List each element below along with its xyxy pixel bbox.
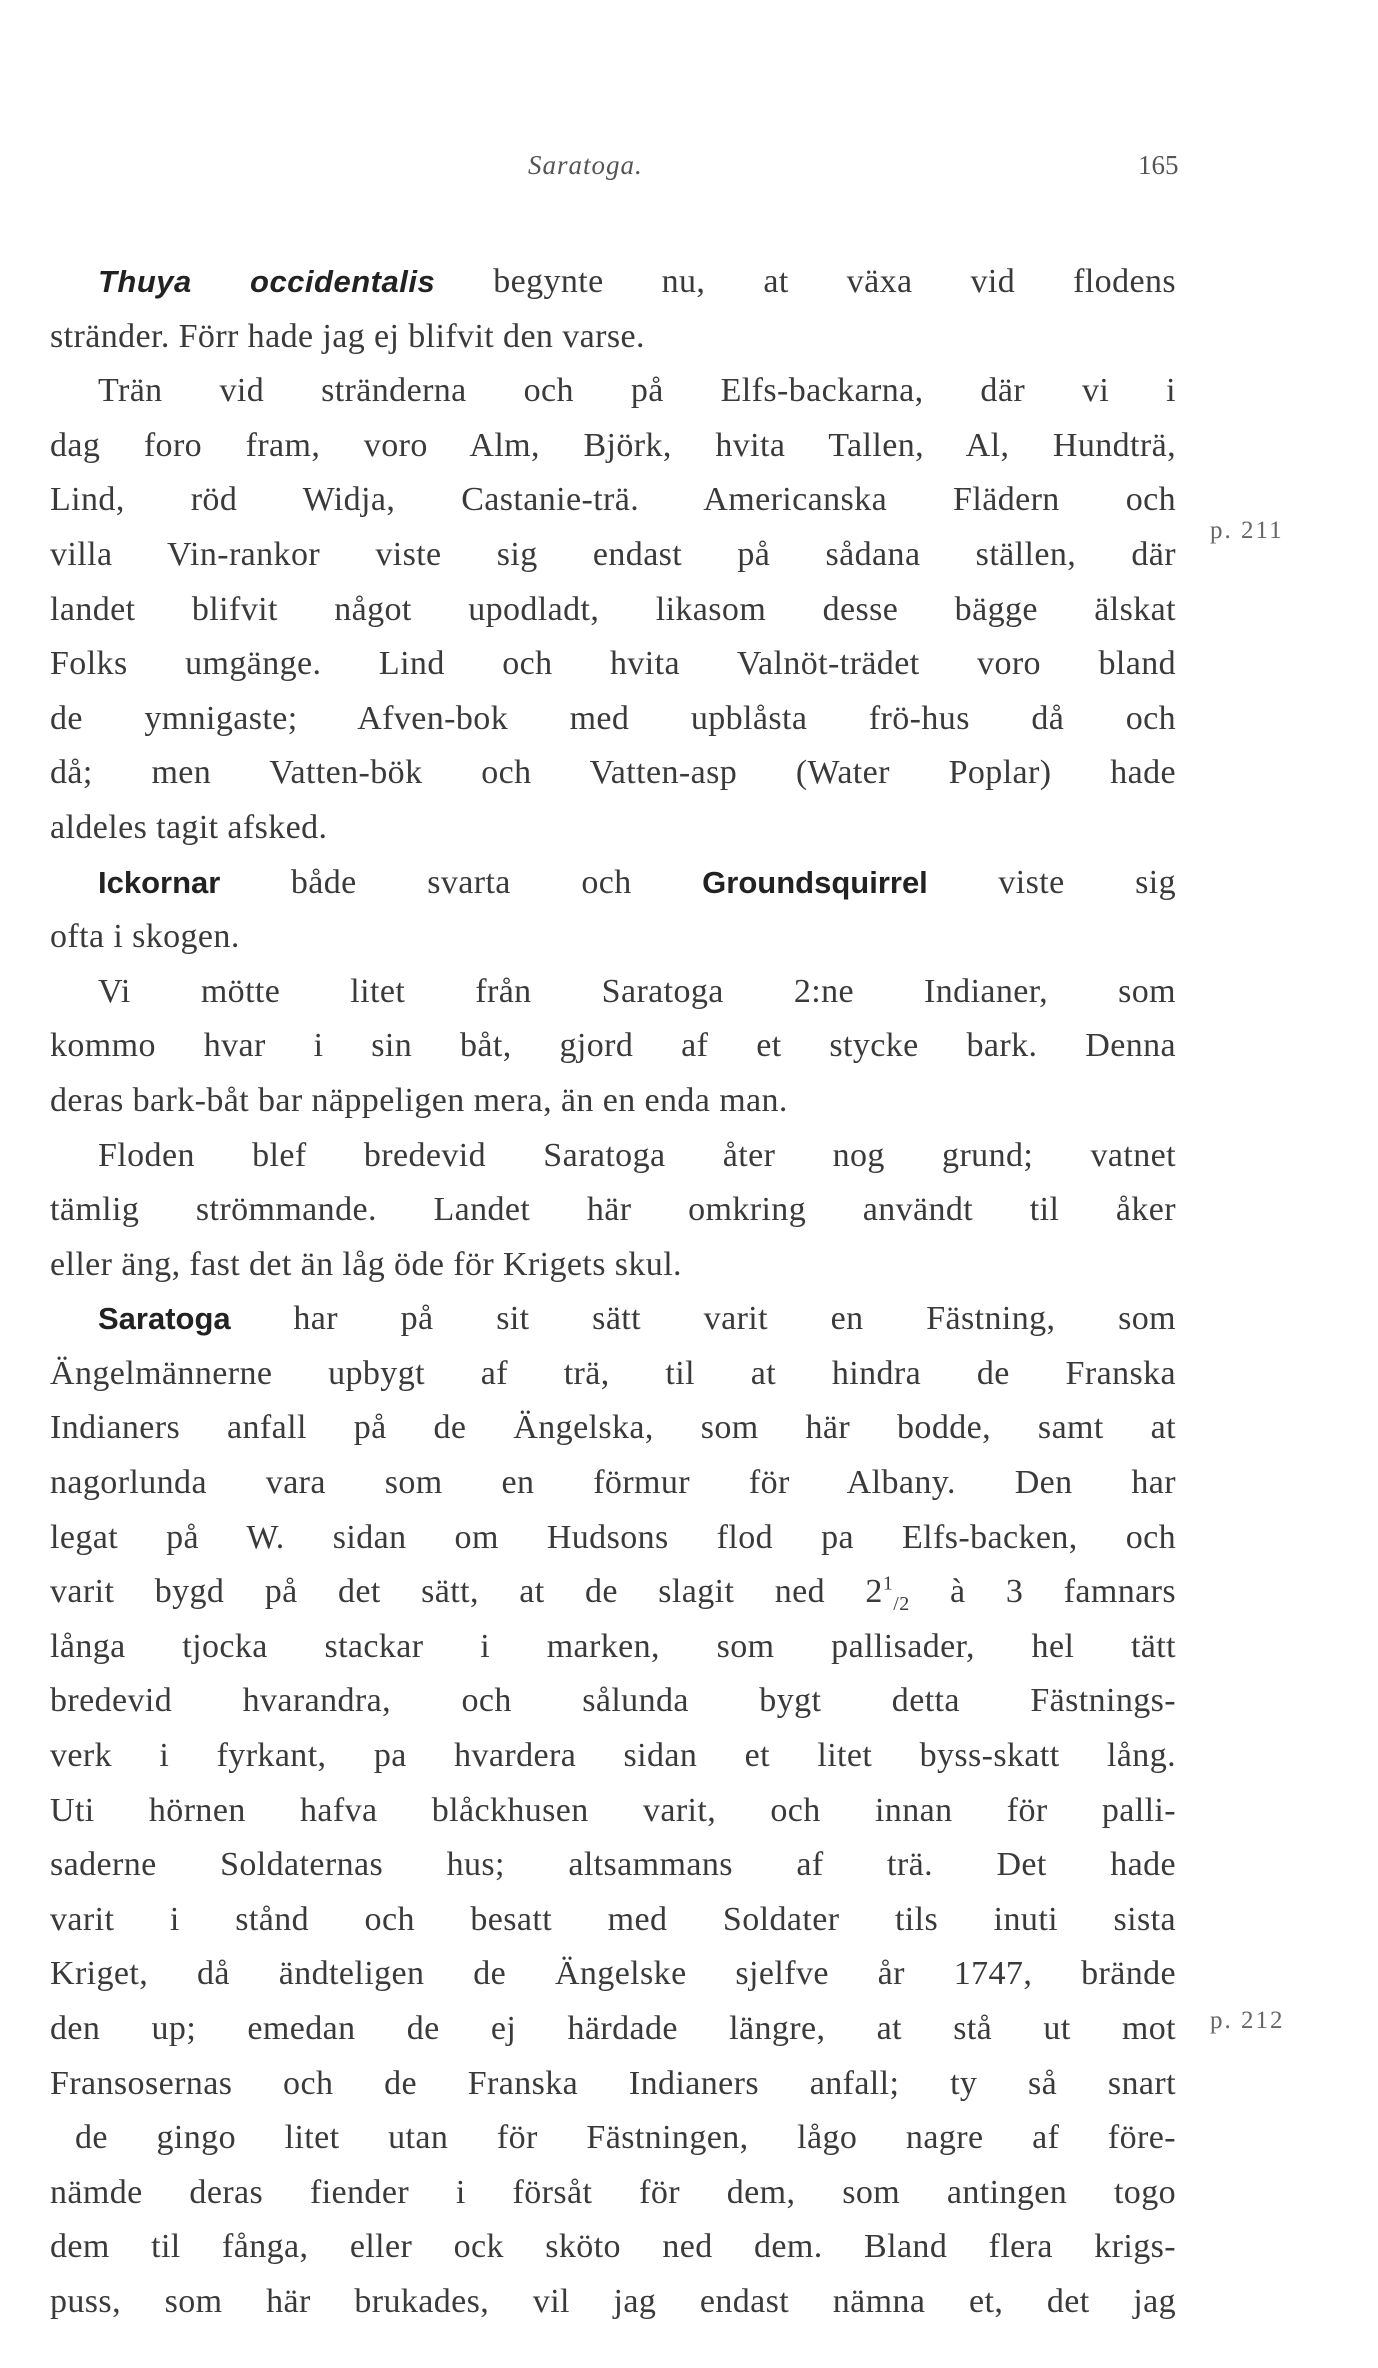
text-line: Thuya occidentalis begynte nu, at växa vid flodens [98, 263, 1176, 300]
text-line: saderne Soldaternas hus; altsammans af trä. Det hade [50, 1846, 1176, 1884]
text-line: den up; emedan de ej härdade längre, at stå ut mot [50, 2010, 1176, 2047]
text-line: kommo hvar i sin båt, gjord af et stycke bark. Denna [50, 1027, 1176, 1065]
text-line: aldeles tagit afsked. [50, 808, 328, 846]
text-line: dem til fånga, eller ock sköto ned dem. Bland flera krigs- [50, 2228, 1176, 2266]
text-line: Ickornar både svarta och Groundsquirrel viste sig [98, 863, 1176, 901]
fraction-numerator: 1 [882, 1572, 894, 1595]
text-line: bredevid hvarandra, och sålunda bygt detta Fästnings- [50, 1682, 1176, 1720]
text-line: Fransosernas och de Franska Indianers anfall; ty så snart [50, 2064, 1176, 2102]
text-line: Floden blef bredevid Saratoga åter nog grund; vatnet [98, 1136, 1176, 1174]
text-line: verk i fyrkant, pa hvardera sidan et litet byss-skatt lång. [50, 1737, 1176, 1775]
fraction-denominator: /2 [893, 1593, 910, 1616]
text-line: de ymnigaste; Afven-bok med upblåsta frö-hus då och [50, 699, 1176, 737]
text-line: varit bygd på det sätt, at de slagit ned $2^1_{/2}$ à 3 famnars [50, 1572, 1176, 1616]
text-line: då; men Vatten-bök och Vatten-asp (Water Poplar) hade [50, 754, 1176, 792]
term-saratoga: Saratoga [98, 1301, 231, 1337]
text-line: Kriget, då ändteligen de Ängelske sjelfve år 1747, brände [50, 1955, 1176, 1993]
text-line: deras bark-båt bar näppeligen mera, än en enda man. [50, 1081, 788, 1119]
term-ickornar: Ickornar [98, 864, 221, 900]
text-line: Lind, röd Widja, Castanie-trä. Americanska Flädern och [50, 481, 1176, 519]
text-line: ofta i skogen. [50, 918, 240, 956]
text-line: nämde deras fiender i försåt för dem, som antingen togo [50, 2173, 1176, 2211]
text-line: Folks umgänge. Lind och hvita Valnöt-trädet voro bland [50, 645, 1176, 683]
text-line: dag foro fram, voro Alm, Björk, hvita Tallen, Al, Hundträ, [50, 426, 1176, 464]
text-line: Ängelmännerne upbygt af trä, til at hindra de Franska [50, 1354, 1176, 1392]
text-line: Uti hörnen hafva blåckhusen varit, och innan för palli- [50, 1791, 1176, 1829]
text-line: Saratoga har på sit sätt varit en Fästning, som [98, 1300, 1176, 1338]
text-line: nagorlunda vara som en förmur för Albany. Den har [50, 1464, 1176, 1502]
page-number: 165 [1138, 150, 1179, 180]
species-name: Thuya occidentalis [98, 264, 436, 299]
text-line: landet blifvit något upodladt, likasom desse bägge älskat [50, 590, 1176, 628]
text-line: Indianers anfall på de Ängelska, som här bodde, samt at [50, 1409, 1176, 1447]
margin-note-p211: p. 211 [1210, 517, 1284, 544]
margin-note-p212: p. 212 [1210, 2007, 1285, 2034]
text-line: legat på W. sidan om Hudsons flod pa Elfs-backen, och [50, 1518, 1176, 1556]
text-line: Trän vid stränderna och på Elfs-backarna, där vi i [98, 372, 1176, 410]
page-header [0, 150, 1378, 194]
body-text [50, 255, 1176, 2330]
term-groundsquirrel: Groundsquirrel [702, 864, 928, 900]
text-line: långa tjocka stackar i marken, som pallisader, hel tätt [50, 1627, 1176, 1665]
text-line: tämlig strömmande. Landet här omkring användt til åker [50, 1191, 1176, 1229]
text-line: puss, som här brukades, vil jag endast nämna et, det jag [50, 2282, 1176, 2320]
text-line: villa Vin-rankor viste sig endast på sådana ställen, där [50, 535, 1176, 573]
running-title: Saratoga. [528, 150, 643, 180]
text-line: Vi mötte litet från Saratoga 2:ne Indianer, som [98, 972, 1176, 1010]
text-line: stränder. Förr hade jag ej blifvit den varse. [50, 317, 645, 355]
text-line: de gingo litet utan för Fästningen, lågo nagre af före- [75, 2119, 1176, 2157]
text-line: varit i stånd och besatt med Soldater tils inuti sista [50, 1900, 1176, 1938]
text-line: eller äng, fast det än låg öde för Krigets skul. [50, 1245, 682, 1283]
